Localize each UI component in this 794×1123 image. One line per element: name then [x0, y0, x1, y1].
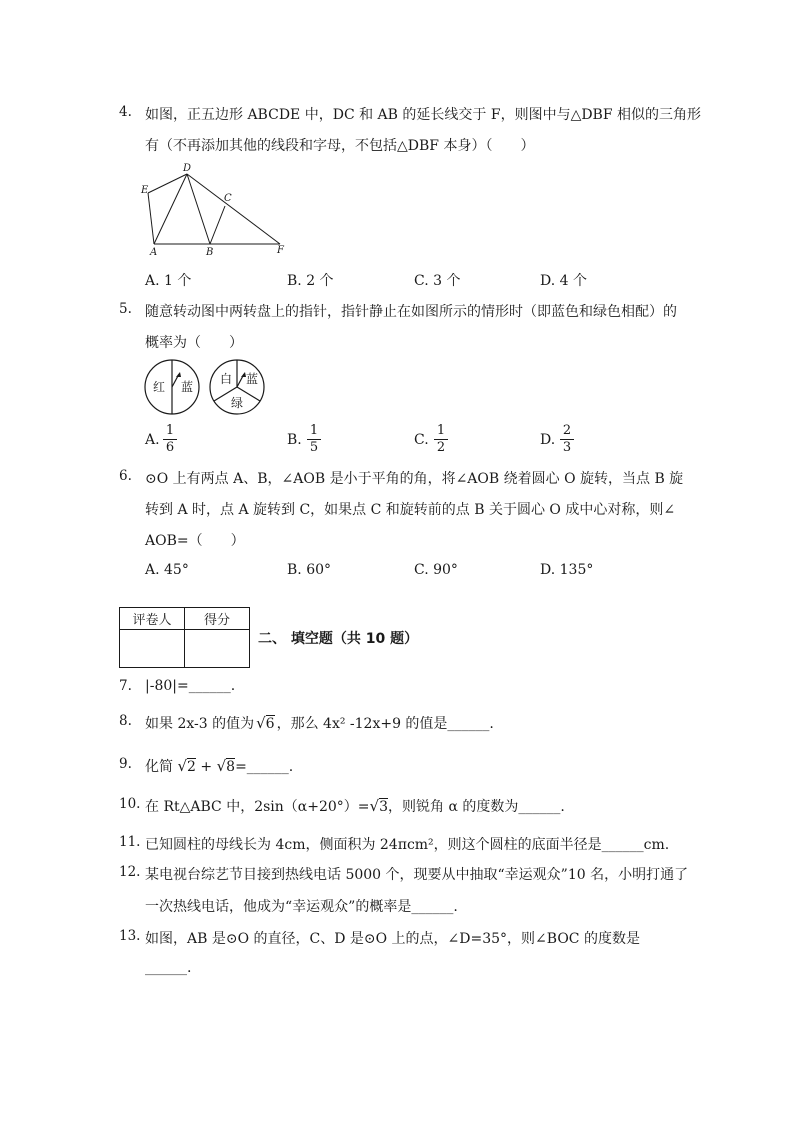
q12-text-line2: 一次热线电话，他成为“幸运观众”的概率是______. [145, 899, 458, 915]
spinner1-label-blue: 蓝 [181, 380, 194, 394]
score-cell [185, 630, 250, 668]
edge-AE [148, 193, 154, 244]
q5-text-line2: 概率为（ ） [145, 335, 243, 351]
q11-text: 已知圆柱的母线长为 4cm，侧面积为 24πcm²，则这个圆柱的底面半径是______cm. [145, 837, 670, 853]
q4-text-line2: 有（不再添加其他的线段和字母，不包括△DBF 本身）（ ） [145, 138, 535, 154]
q5-option-c-fraction: $\frac{1}{2}$ [434, 423, 448, 456]
q6-text-line2: 转到 A 时，点 A 旋转到 C，如果点 C 和旋转前的点 B 关于圆心 O 成中心对称，则∠ [145, 502, 676, 518]
q12-text-line1: 某电视台综艺节目接到热线电话 5000 个，现要从中抽取“幸运观众”10 名，小明打通了 [145, 867, 689, 883]
q13-text-line1: 如图，AB 是⊙O 的直径，C、D 是⊙O 上的点，∠D=35°，则∠BOC 的度数是 [145, 931, 640, 947]
q7-text: |-80|=______. [145, 678, 236, 694]
grader-score-table [119, 607, 250, 668]
score-header: 得分 [185, 608, 250, 630]
q10-pre: 在 Rt△ABC 中，2sin（α+20°）= [145, 799, 370, 815]
edge-DA [154, 174, 187, 244]
q10-number: 10. [119, 796, 141, 812]
label-F: F [277, 245, 284, 256]
q5-number: 5. [119, 301, 132, 317]
q5-option-a-fraction: $\frac{1}{6}$ [163, 423, 177, 456]
q8-number: 8. [119, 713, 132, 729]
q5-option-d-fraction: $\frac{2}{3}$ [560, 423, 574, 456]
q5-option-d-label: D. [540, 432, 556, 448]
q11-number: 11. [119, 834, 141, 850]
label-D: D [183, 163, 192, 174]
q6-option-c: C. 90° [414, 562, 458, 578]
q6-number: 6. [119, 468, 132, 484]
q6-option-a: A. 45° [145, 562, 189, 578]
q4-option-b: B. 2 个 [287, 273, 334, 289]
q10-post: ，则锐角 α 的度数为______. [388, 799, 565, 815]
q6-option-d: D. 135° [540, 562, 594, 578]
q9-number: 9. [119, 756, 132, 772]
q9-sqrt1: √2 [177, 757, 196, 775]
edge-ED [148, 174, 187, 193]
spinner2-label-green: 绿 [231, 396, 244, 410]
q8-text [145, 713, 494, 733]
label-C: C [224, 193, 232, 204]
label-E: E [141, 185, 149, 196]
q6-text-line1: ⊙O 上有两点 A、B，∠AOB 是小于平角的角，将∠AOB 绕着圆心 O 旋转，当点 B 旋 [145, 471, 684, 487]
q4-number: 4. [119, 104, 132, 120]
q13-number: 13. [119, 928, 141, 944]
q9-pre: 化简 [145, 759, 173, 775]
q5-text-line1: 随意转动图中两转盘上的指针，指针静止在如图所示的情形时（即蓝色和绿色相配）的 [145, 304, 677, 320]
q4-text-line1: 如图，正五边形 ABCDE 中，DC 和 AB 的延长线交于 F，则图中与△DBF 相似的三角形 [145, 107, 702, 123]
spinner2-label-blue: 蓝 [246, 372, 259, 386]
grader-header: 评卷人 [120, 608, 185, 630]
q4-option-d: D. 4 个 [540, 273, 587, 289]
q9-post: =______. [235, 759, 294, 775]
q10-sqrt: √3 [369, 797, 389, 815]
spinner2-label-white: 白 [220, 372, 233, 386]
q5-option-b-label: B. [287, 432, 302, 448]
q4-option-a: A. 1 个 [145, 273, 192, 289]
q12-number: 12. [119, 864, 141, 880]
label-B: B [206, 247, 214, 258]
edge-BC [210, 206, 225, 244]
q10-text [145, 796, 565, 816]
q8-sqrt: √6 [256, 714, 275, 732]
q7-number: 7. [119, 678, 132, 694]
spinners-figure [143, 358, 273, 418]
edge-DF [187, 174, 280, 244]
q6-text-line3: AOB=（ ） [145, 533, 245, 549]
q8-pre: 如果 2x-3 的值为 [145, 716, 255, 732]
q4-option-c: C. 3 个 [414, 273, 461, 289]
q13-text-line2: ______. [145, 960, 192, 976]
q9-sqrt2: √8 [216, 757, 236, 775]
q9-text [145, 756, 293, 776]
q9-plus: + [200, 759, 213, 775]
q5-option-c-label: C. [414, 432, 429, 448]
spinner1-label-red: 红 [153, 380, 166, 394]
spinner1-pointer-arrow-icon [176, 372, 181, 377]
q5-option-a-label: A. [145, 432, 160, 448]
q8-post: ，那么 4x² -12x+9 的值是______. [276, 716, 494, 732]
q6-option-b: B. 60° [287, 562, 332, 578]
grader-cell [120, 630, 185, 668]
edge-DB [187, 174, 210, 244]
q5-option-b-fraction: $\frac{1}{5}$ [307, 423, 321, 456]
label-A: A [150, 247, 158, 258]
pentagon-figure [140, 160, 300, 260]
section-title-fill-in: 二、 填空题（共 10 题） [258, 631, 419, 647]
